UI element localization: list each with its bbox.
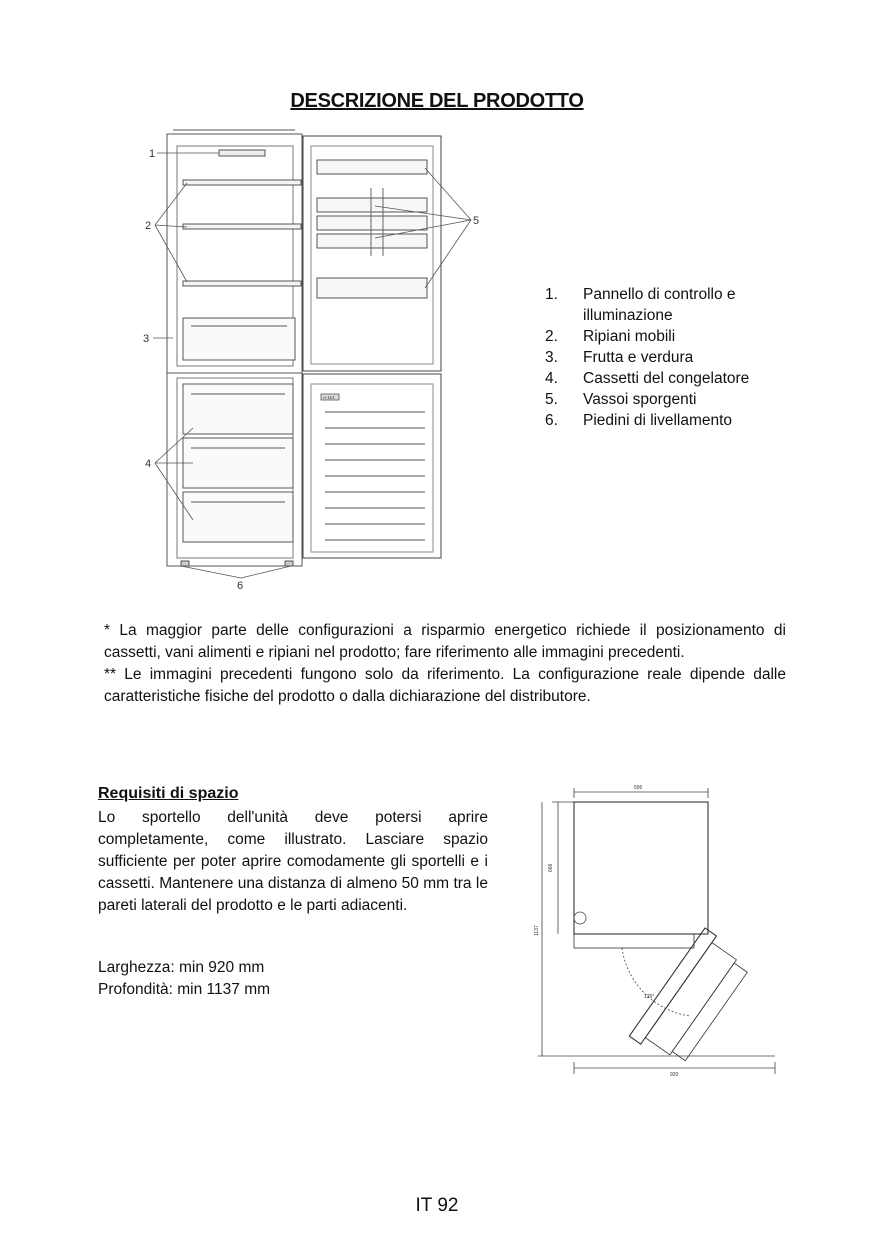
callout-4: 4 (145, 458, 152, 470)
callout-1: 1 (149, 148, 156, 160)
space-requirements-heading: Requisiti di spazio (98, 785, 239, 802)
cabinet-top-view (574, 802, 708, 934)
min-depth: Profondità: min 1137 mm (98, 981, 271, 998)
parts-legend (545, 284, 785, 431)
legend-item: 4. Cassetti del congelatore (545, 370, 750, 387)
dim-depth: 1137 (534, 925, 540, 936)
note-energy-config: * La maggior parte delle configurazioni a risparmio energetico richiede il posizionamento di cassetti, vani alimenti e ripiani nel prodotto; fare riferimento alle immagini precedenti. (104, 622, 786, 661)
min-dimensions (98, 957, 270, 1001)
callout-3: 3 (143, 333, 150, 345)
swing-angle: 125° (644, 994, 655, 1000)
legend-item: 2. Ripiani mobili (545, 328, 676, 345)
energy-badge-label: A-114 (323, 395, 335, 400)
notes-section (104, 620, 786, 708)
control-panel-shape (219, 150, 265, 156)
clearance-plan-diagram (530, 778, 790, 1078)
legend-item: 1. Pannello di controllo e illuminazione (545, 286, 736, 324)
callout-6: 6 (237, 580, 244, 592)
legend-item: 3. Frutta e verdura (545, 349, 694, 366)
note-reference-images: ** Le immagini precedenti fungono solo da riferimento. La configurazione reale dipende dalle caratteristiche fisiche del prodotto o dalla dichiarazione del distributore. (104, 666, 786, 705)
callout-5: 5 (473, 215, 480, 227)
page-title: DESCRIZIONE DEL PRODOTTO (290, 90, 584, 112)
legend-item: 5. Vassoi sporgenti (545, 391, 697, 408)
fridge-diagram (135, 128, 495, 598)
space-requirements-text: Lo sportello dell'unità deve potersi aprire completamente, come illustrato. Lasciare spazio sufficiente per poter aprire comodamente gli sportelli e i cassetti. Mantenere una distanza di almeno 50 mm tra le pareti laterali del prodotto e le parti adiacenti. (98, 809, 488, 914)
dim-top: 595 (634, 785, 643, 791)
dim-side: 666 (548, 863, 554, 872)
callout-2: 2 (145, 220, 152, 232)
dim-bottom: 920 (670, 1072, 679, 1078)
legend-item: 6. Piedini di livellamento (545, 412, 733, 429)
page-number: IT 92 (415, 1195, 459, 1216)
min-width: Larghezza: min 920 mm (98, 959, 265, 976)
